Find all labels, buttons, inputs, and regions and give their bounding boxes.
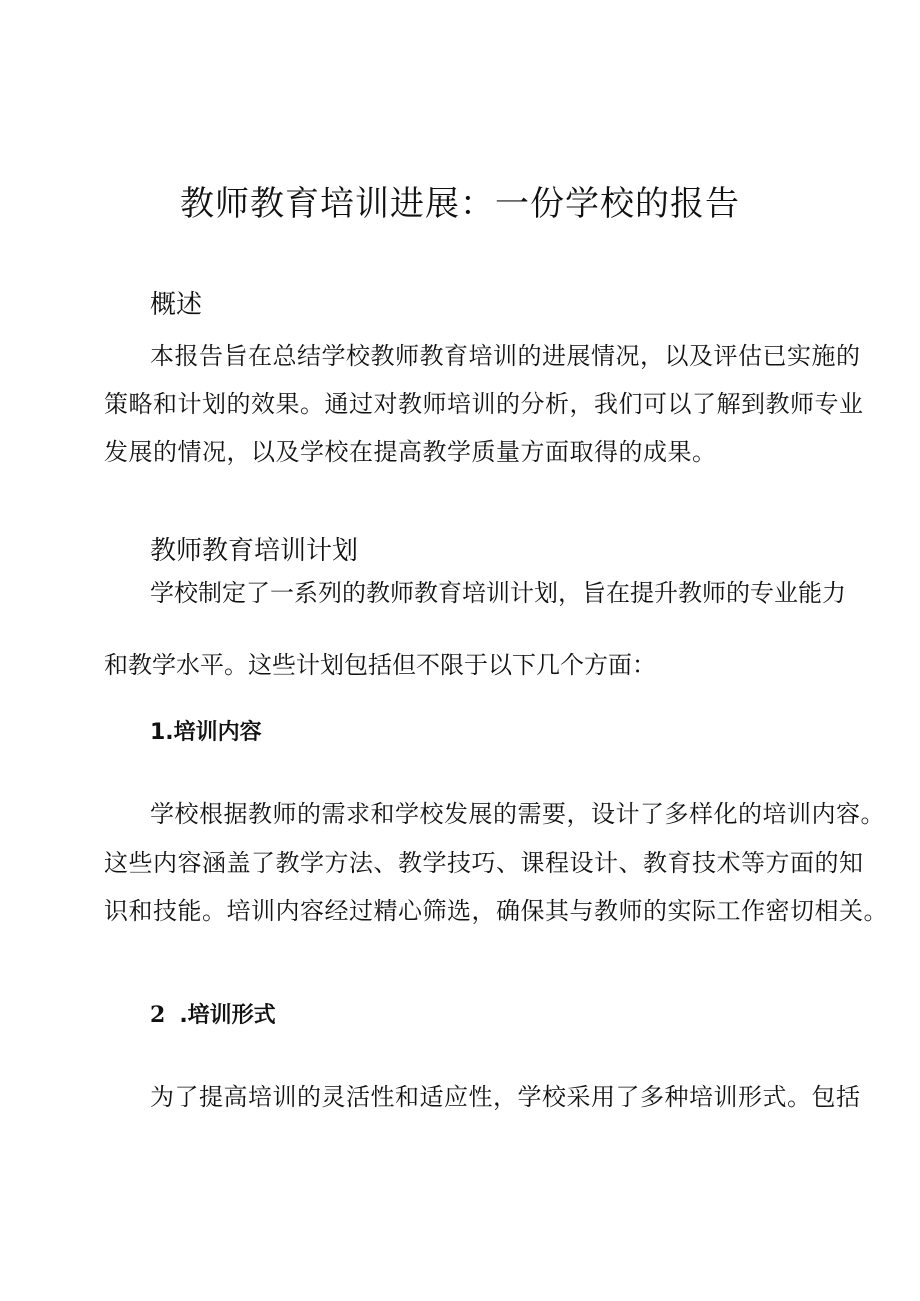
training-plan-paragraph-line: 和教学水平。这些计划包括但不限于以下几个方面： (104, 651, 656, 679)
training-form-heading (150, 998, 276, 1029)
training-form-paragraph-line: 为了提高培训的灵活性和适应性，学校采用了多种培训形式。包括 (150, 1083, 861, 1111)
training-content-paragraph-line: 学校根据教师的需求和学校发展的需要，设计了多样化的培训内容。 (150, 800, 885, 828)
training-form-heading-text: .培训形式 (179, 1003, 276, 1028)
training-plan-heading: 教师教育培训计划 (150, 536, 359, 566)
training-content-paragraph-line: 识和技能。培训内容经过精心筛选，确保其与教师的实际工作密切相关。 (104, 897, 888, 925)
document-title: 教师教育培训进展：一份学校的报告 (180, 184, 740, 224)
overview-paragraph-line: 本报告旨在总结学校教师教育培训的进展情况，以及评估已实施的 (150, 342, 861, 370)
training-plan-paragraph-line: 学校制定了一系列的教师教育培训计划，旨在提升教师的专业能力 (150, 579, 846, 607)
training-content-paragraph-line: 这些内容涵盖了教学方法、教学技巧、课程设计、教育技术等方面的知 (104, 849, 864, 877)
overview-paragraph-line: 发展的情况，以及学校在提高教学质量方面取得的成果。 (104, 438, 717, 466)
overview-paragraph-line: 策略和计划的效果。通过对教师培训的分析，我们可以了解到教师专业 (104, 390, 864, 418)
training-content-heading: 1.培训内容 (150, 720, 262, 745)
overview-heading: 概述 (150, 290, 203, 320)
training-form-heading-number: 2 (150, 1002, 166, 1028)
